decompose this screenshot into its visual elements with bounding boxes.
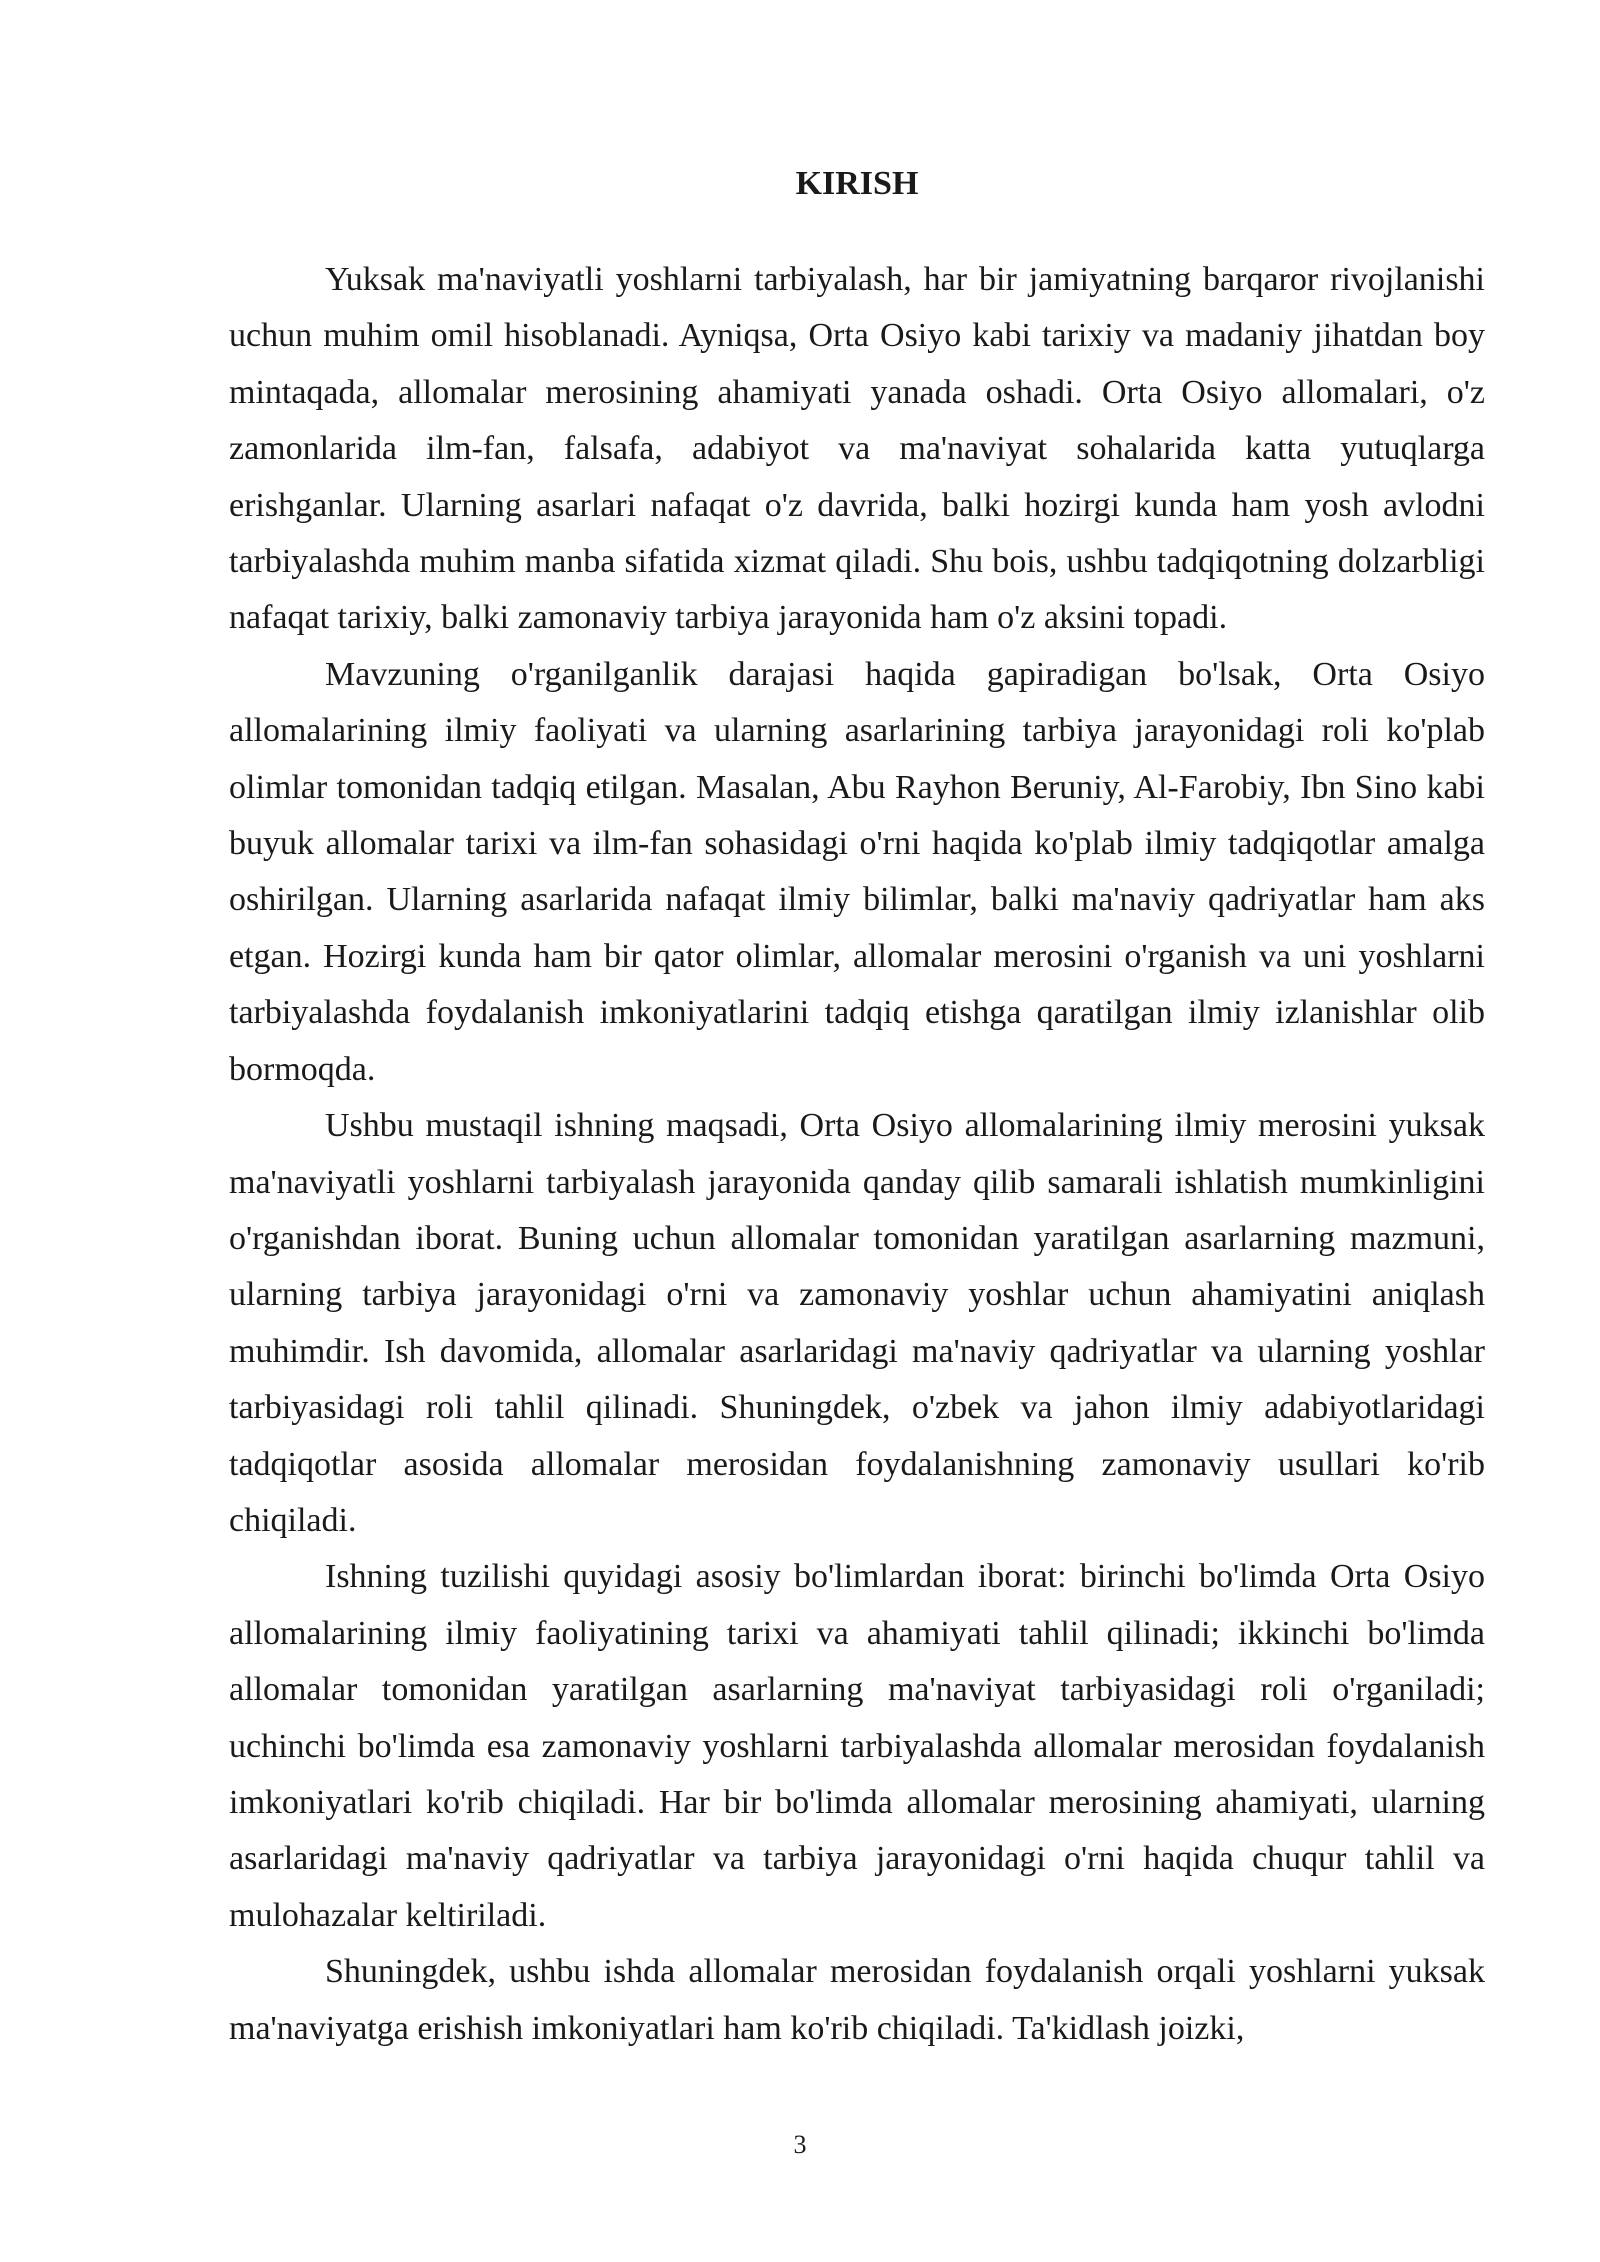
paragraph-2: Mavzuning o'rganilganlik darajasi haqida gapiradigan bo'lsak, Orta Osiyo allomalarining ilmiy faoliyati va ularning asarlarining tarbiya jarayonidagi roli ko'plab olimlar tomonidan tadqiq etilgan. Masalan, Abu Rayhon Beruniy, Al-Farobiy, Ibn Sino kabi buyuk allomalar tarixi va ilm-fan sohasidagi o'rni haqida ko'plab ilmiy tadqiqotlar amalga oshirilgan. Ularning asarlarida nafaqat ilmiy bilimlar, balki ma'naviy qadriyatlar ham aks etgan. Hozirgi kunda ham bir qator olimlar, allomalar merosini o'rganish va uni yoshlarni tarbiyalashda foydalanish imkoniyatlarini tadqiq etishga qaratilgan ilmiy izlanishlar olib bormoqda. <box>229 655 1485 1088</box>
page-number: 3 <box>793 2130 807 2159</box>
body-text <box>229 252 1485 2057</box>
paragraph-5: Shuningdek, ushbu ishda allomalar merosidan foydalanish orqali yoshlarni yuksak ma'naviyatga erishish imkoniyatlari ham ko'rib chiqiladi. Ta'kidlash joizki, <box>229 1953 1485 2047</box>
paragraph-4: Ishning tuzilishi quyidagi asosiy bo'limlardan iborat: birinchi bo'limda Orta Osiyo allomalarining ilmiy faoliyatining tarixi va ahamiyati tahlil qilinadi; ikkinchi bo'limda allomalar tomonidan yaratilgan asarlarning ma'naviyat tarbiyasidagi roli o'rganiladi; uchinchi bo'limda esa zamonaviy yoshlarni tarbiyalashda allomalar merosidan foydalanish imkoniyatlari ko'rib chiqiladi. Har bir bo'limda allomalar merosining ahamiyati, ularning asarlaridagi ma'naviy qadriyatlar va tarbiya jarayonidagi o'rni haqida chuqur tahlil va mulohazalar keltiriladi. <box>229 1558 1485 1934</box>
page-title: KIRISH <box>795 165 919 202</box>
paragraph-1: Yuksak ma'naviyatli yoshlarni tarbiyalash, har bir jamiyatning barqaror rivojlanishi uchun muhim omil hisoblanadi. Ayniqsa, Orta Osiyo kabi tarixiy va madaniy jihatdan boy mintaqada, allomalar merosining ahamiyati yanada oshadi. Orta Osiyo allomalari, o'z zamonlarida ilm-fan, falsafa, adabiyot va ma'naviyat sohalarida katta yutuqlarga erishganlar. Ularning asarlari nafaqat o'z davrida, balki hozirgi kunda ham yosh avlodni tarbiyalashda muhim manba sifatida xizmat qiladi. Shu bois, ushbu tadqiqotning dolzarbligi nafaqat tarixiy, balki zamonaviy tarbiya jarayonida ham o'z aksini topadi. <box>229 261 1485 637</box>
paragraph-3: Ushbu mustaqil ishning maqsadi, Orta Osiyo allomalarining ilmiy merosini yuksak ma'naviyatli yoshlarni tarbiyalash jarayonida qanday qilib samarali ishlatish mumkinligini o'rganishdan iborat. Buning uchun allomalar tomonidan yaratilgan asarlarning mazmuni, ularning tarbiya jarayonidagi o'rni va zamonaviy yoshlar uchun ahamiyatini aniqlash muhimdir. Ish davomida, allomalar asarlaridagi ma'naviy qadriyatlar va ularning yoshlar tarbiyasidagi roli tahlil qilinadi. Shuningdek, o'zbek va jahon ilmiy adabiyotlaridagi tadqiqotlar asosida allomalar merosidan foydalanishning zamonaviy usullari ko'rib chiqiladi. <box>229 1107 1485 1539</box>
